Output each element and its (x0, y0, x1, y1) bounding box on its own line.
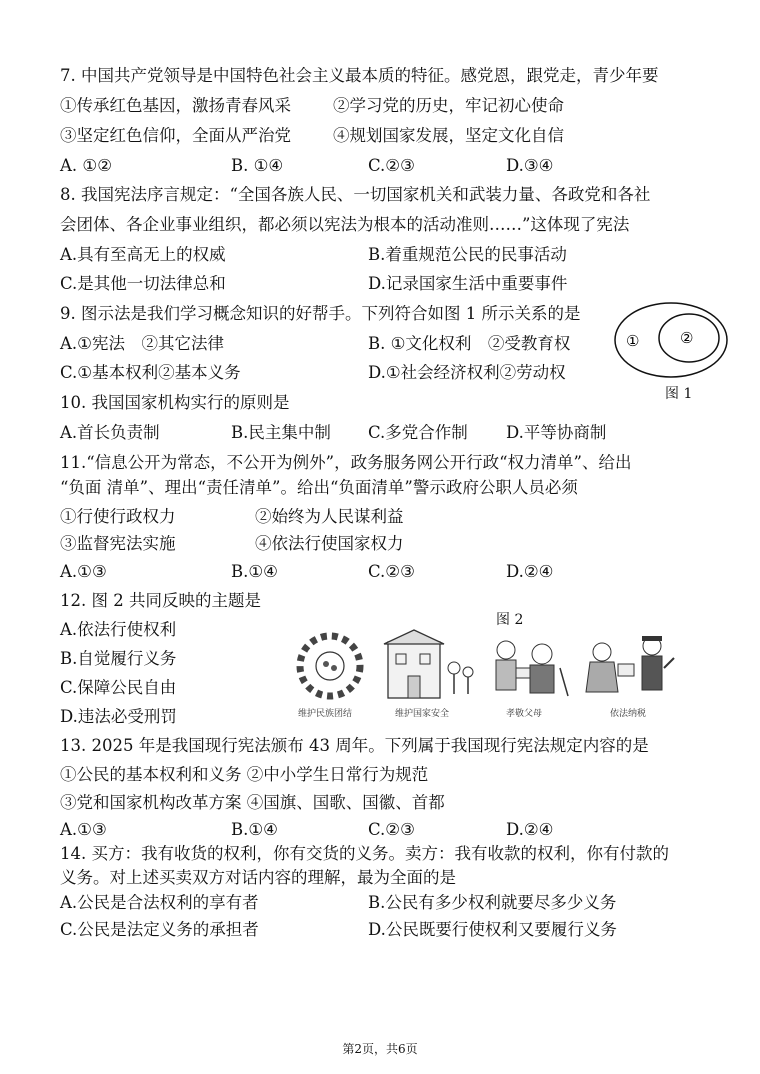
q10-option-d: D.平等协商制 (506, 423, 607, 442)
q9-option-a: A.①宪法 ②其它法律 (60, 334, 224, 353)
q12-option-c: C.保障公民自由 (60, 678, 177, 697)
q7-statement-3: ③坚定红色信仰，全面从严治党 (60, 126, 291, 145)
q11-option-c: C.②③ (368, 562, 415, 581)
q11-option-b: B.①④ (231, 562, 278, 581)
q7-stem: 7. 中国共产党领导是中国特色社会主义最本质的特征。感党恩，跟党走，青少年要 (60, 66, 659, 85)
q9-option-c: C.①基本权利②基本义务 (60, 363, 241, 382)
q7-option-d: D.③④ (506, 156, 554, 175)
q11-statement-2: ②始终为人民谋利益 (255, 507, 404, 526)
q8-option-a: A.具有至高无上的权威 (60, 245, 226, 264)
q11-statement-3: ③监督宪法实施 (60, 534, 176, 553)
filial-piety-cartoon (482, 628, 574, 716)
q12-option-a: A.依法行使权利 (60, 620, 177, 639)
q9-stem: 9. 图示法是我们学习概念知识的好帮手。下列符合如图 1 所示关系的是 (60, 304, 581, 323)
caption-national-security: 维护国家安全 (395, 709, 450, 719)
q7-statement-4: ④规划国家发展，坚定文化自信 (333, 126, 564, 145)
q7-option-a: A. ①② (60, 156, 112, 175)
caption-unity: 维护民族团结 (298, 709, 353, 719)
q13-option-d: D.②④ (506, 820, 554, 839)
q9-option-d: D.①社会经济权利②劳动权 (368, 363, 566, 382)
q10-stem: 10. 我国国家机构实行的原则是 (60, 393, 290, 412)
q7-statement-2: ②学习党的历史，牢记初心使命 (333, 96, 564, 115)
q13-statements-3-4: ③党和国家机构改革方案 ④国旗、国歌、国徽、首都 (60, 793, 445, 812)
q10-option-b: B.民主集中制 (231, 423, 331, 442)
unity-circle-cartoon (286, 628, 374, 716)
q14-option-c: C.公民是法定义务的承担者 (60, 920, 259, 939)
figure2-label: 图 2 (496, 612, 524, 628)
outer-set-label: ① (626, 332, 640, 350)
q11-statement-4: ④依法行使国家权力 (255, 534, 404, 553)
q13-stem: 13. 2025 年是我国现行宪法颁布 43 周年。下列属于我国现行宪法规定内容的是 (60, 736, 649, 755)
q14-stem-line1: 14. 买方：我有收货的权利，你有交货的义务。卖方：我有收款的权利，你有付款的 (60, 844, 669, 863)
caption-tax-paying: 依法纳税 (610, 709, 647, 719)
q8-stem-line1: 8. 我国宪法序言规定：“全国各族人民、一切国家机关和武装力量、各政党和各社 (60, 185, 651, 204)
q7-statement-1: ①传承红色基因，激扬青春风采 (60, 96, 291, 115)
q11-stem-line2: “负面 清单”、理出“责任清单”。给出“负面清单”警示政府公职人员必须 (60, 478, 578, 497)
q13-statements-1-2: ①公民的基本权利和义务 ②中小学生日常行为规范 (60, 765, 429, 784)
national-security-cartoon (380, 628, 476, 716)
q11-statement-1: ①行使行政权力 (60, 507, 176, 526)
q12-stem: 12. 图 2 共同反映的主题是 (60, 591, 261, 610)
q12-option-b: B.自觉履行义务 (60, 649, 177, 668)
q13-option-b: B.①④ (231, 820, 278, 839)
q10-option-a: A.首长负责制 (60, 423, 160, 442)
q7-option-c: C.②③ (368, 156, 415, 175)
q8-option-c: C.是其他一切法律总和 (60, 274, 226, 293)
q7-option-b: B. ①④ (231, 156, 284, 175)
page-number-footer: 第2页，共6页 (342, 1042, 418, 1056)
q13-option-c: C.②③ (368, 820, 415, 839)
q11-option-a: A.①③ (60, 562, 107, 581)
caption-filial-piety: 孝敬父母 (506, 709, 543, 719)
q13-option-a: A.①③ (60, 820, 107, 839)
q8-option-b: B.着重规范公民的民事活动 (368, 245, 567, 264)
q11-stem-line1: 11.“信息公开为常态，不公开为例外”，政务服务网公开行政“权力清单”、给出 (60, 453, 632, 472)
q8-option-d: D.记录国家生活中重要事件 (368, 274, 568, 293)
q12-option-d: D.违法必受刑罚 (60, 707, 177, 726)
q14-stem-line2: 义务。对上述买卖双方对话内容的理解，最为全面的是 (60, 868, 456, 887)
figure1-label: 图 1 (665, 386, 693, 402)
inner-set-label: ② (680, 329, 694, 347)
q14-option-d: D.公民既要行使权利又要履行义务 (368, 920, 617, 939)
q11-option-d: D.②④ (506, 562, 554, 581)
q10-option-c: C.多党合作制 (368, 423, 468, 442)
tax-paying-cartoon (580, 628, 676, 716)
q14-option-a: A.公民是合法权利的享有者 (60, 893, 259, 912)
venn-diagram-figure1 (612, 300, 732, 380)
q9-option-b: B. ①文化权利 ②受教育权 (368, 334, 571, 353)
q14-option-b: B.公民有多少权利就要尽多少义务 (368, 893, 617, 912)
q8-stem-line2: 会团体、各企业事业组织，都必须以宪法为根本的活动准则……”这体现了宪法 (60, 215, 630, 234)
